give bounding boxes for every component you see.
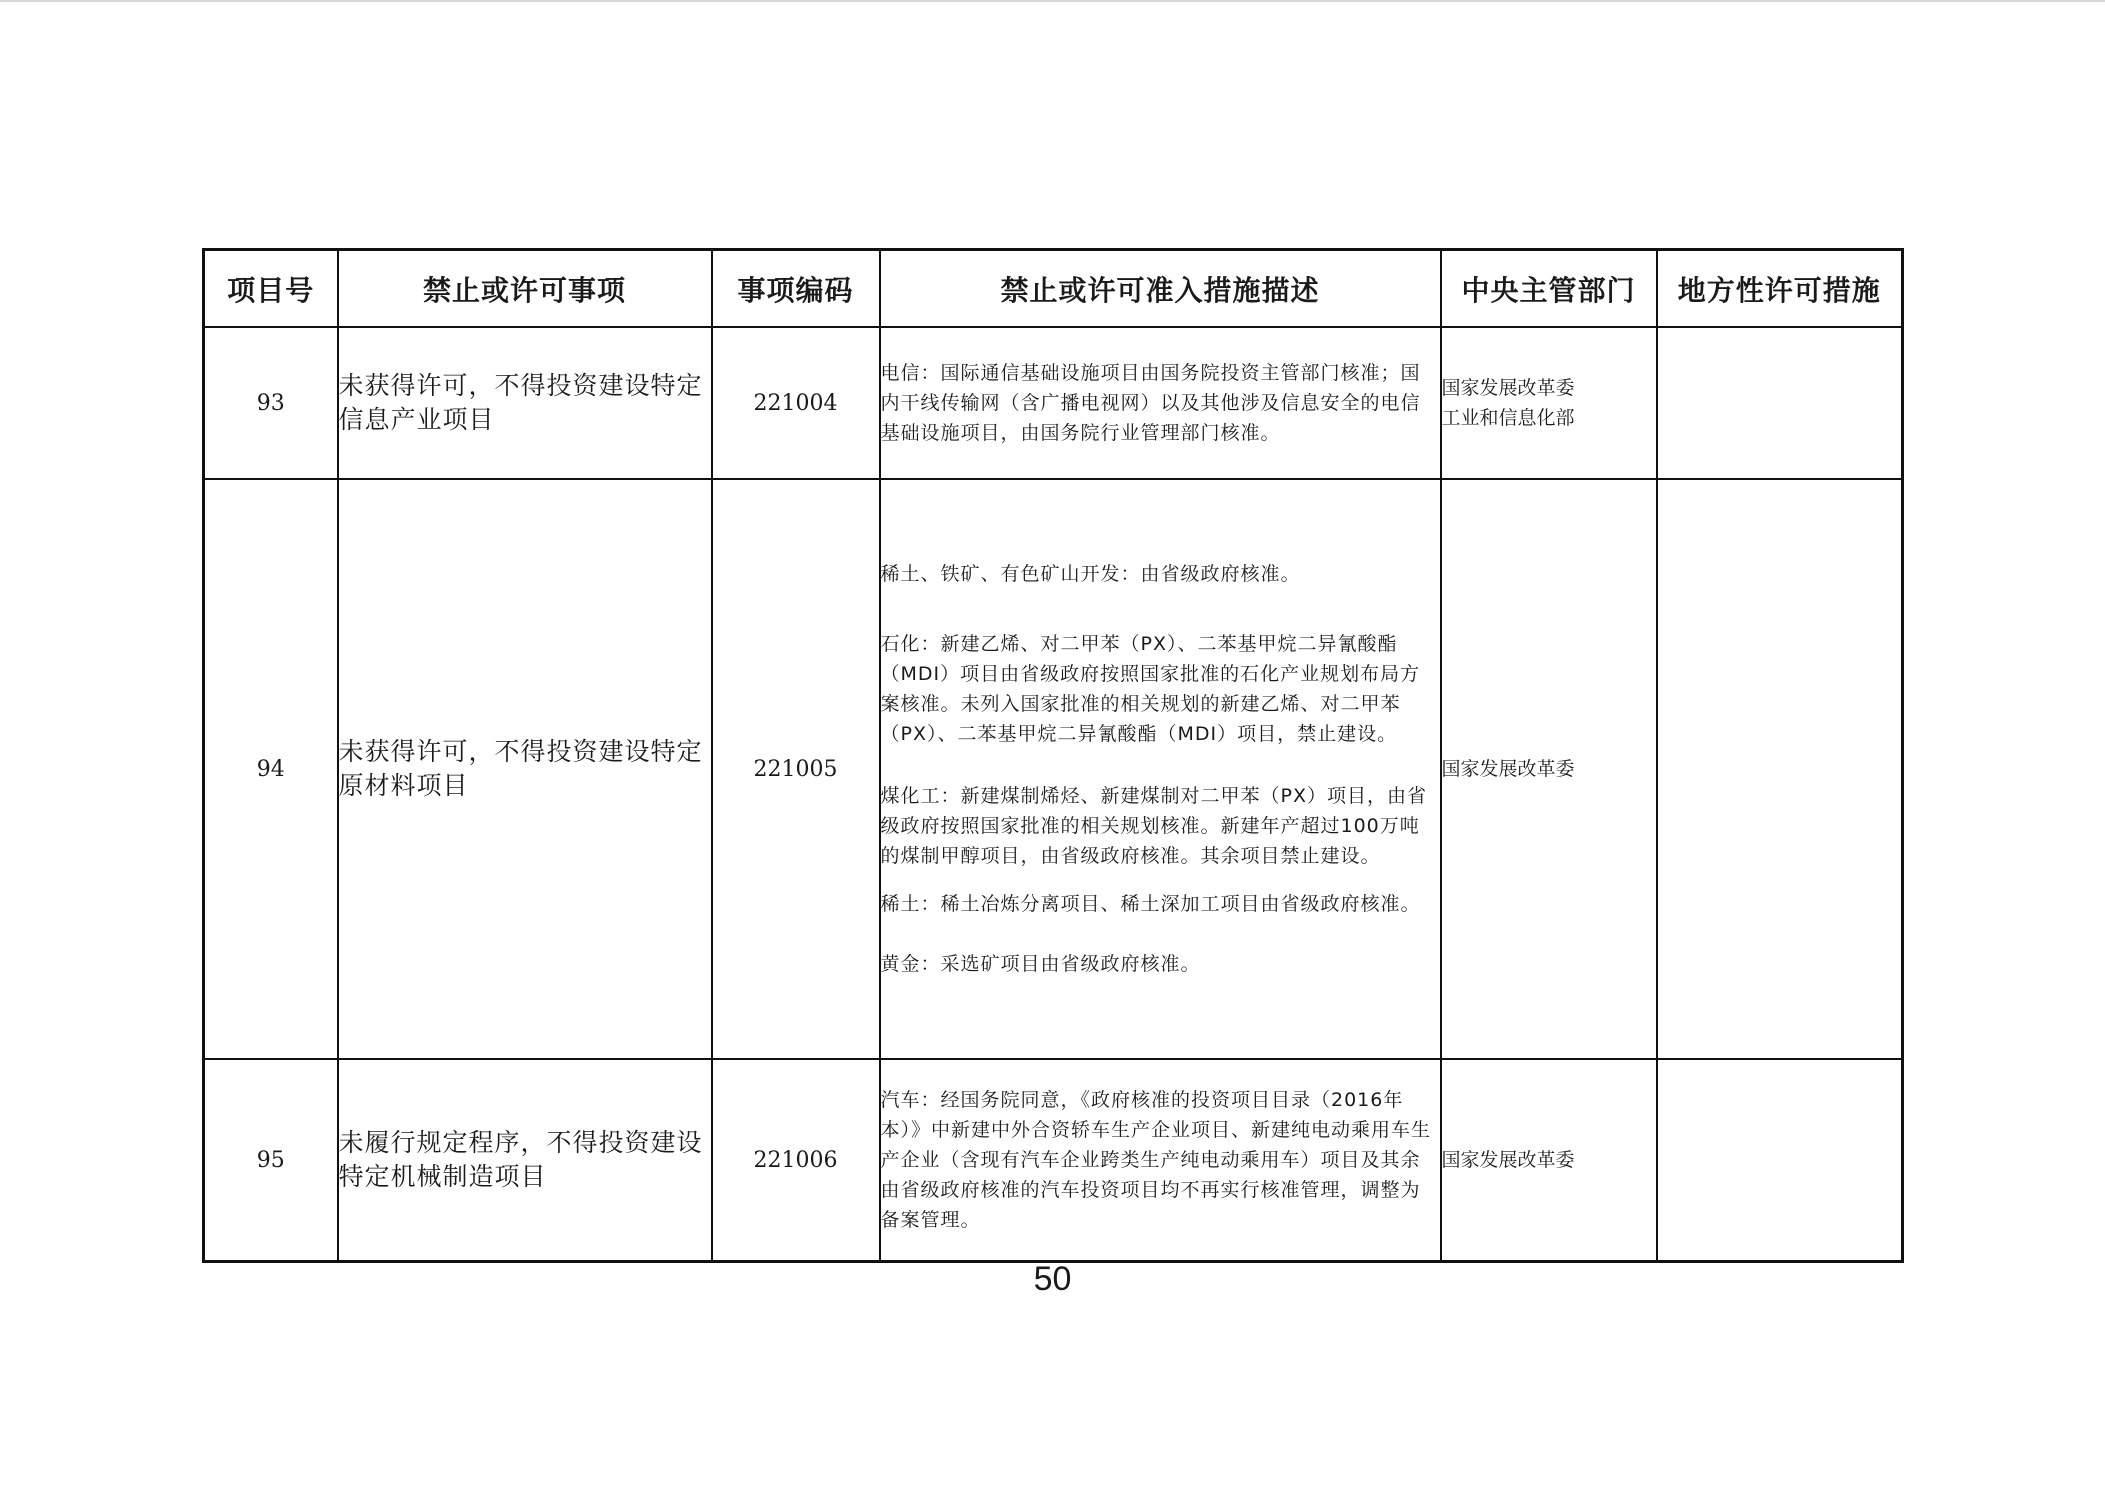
item-department [1441, 479, 1657, 1059]
header-matter: 禁止或许可事项 [338, 250, 712, 328]
table-header-row [204, 250, 1903, 328]
item-matter: 未获得许可，不得投资建设特定信息产业项目 [338, 327, 712, 479]
item-department [1441, 1059, 1657, 1262]
header-local-measures: 地方性许可措施 [1657, 250, 1903, 328]
description-paragraph: 电信：国际通信基础设施项目由国务院投资主管部门核准；国内干线传输网（含广播电视网）以及其他涉及信息安全的电信基础设施项目，由国务院行业管理部门核准。 [880, 362, 1421, 444]
item-number: 95 [204, 1059, 338, 1262]
item-matter: 未履行规定程序，不得投资建设特定机械制造项目 [338, 1059, 712, 1262]
table-row [204, 479, 1903, 1059]
header-item-number: 项目号 [204, 250, 338, 328]
description-paragraph: 汽车：经国务院同意，《政府核准的投资项目目录（2016年本）》中新建中外合资轿车生产企业项目、新建纯电动乘用车生产企业（含现有汽车企业跨类生产纯电动乘用车）项目及其余由省级政府核准的汽车投资项目均不再实行核准管理，调整为备案管理。 [880, 1089, 1432, 1231]
page-number: 50 [1033, 1260, 1072, 1298]
header-code: 事项编码 [712, 250, 880, 328]
description-paragraph: 黄金：采选矿项目由省级政府核准。 [880, 953, 1201, 975]
department-name: 工业和信息化部 [1441, 407, 1575, 429]
item-code: 221005 [712, 479, 880, 1059]
item-code: 221006 [712, 1059, 880, 1262]
permit-table [202, 248, 1904, 1263]
page-top-rule [0, 0, 2105, 2]
item-description [880, 327, 1441, 479]
description-paragraph: 石化：新建乙烯、对二甲苯（PX）、二苯基甲烷二异氰酸酯（MDI）项目由省级政府按照国家批准的石化产业规划布局方案核准。未列入国家批准的相关规划的新建乙烯、对二甲苯（PX）、二苯基甲烷二异氰酸酯（MDI）项目，禁止建设。 [880, 633, 1421, 745]
item-local-measure [1657, 327, 1903, 479]
item-matter: 未获得许可，不得投资建设特定原材料项目 [338, 479, 712, 1059]
department-name: 国家发展改革委 [1441, 758, 1575, 780]
description-paragraph: 煤化工：新建煤制烯烃、新建煤制对二甲苯（PX）项目，由省级政府按照国家批准的相关规划核准。新建年产超过100万吨的煤制甲醇项目，由省级政府核准。其余项目禁止建设。 [880, 785, 1427, 867]
item-number: 93 [204, 327, 338, 479]
table-row [204, 1059, 1903, 1262]
description-paragraph: 稀土、铁矿、有色矿山开发：由省级政府核准。 [880, 563, 1301, 585]
item-local-measure [1657, 1059, 1903, 1262]
department-name: 国家发展改革委 [1441, 377, 1575, 399]
item-description [880, 479, 1441, 1059]
item-department [1441, 327, 1657, 479]
item-number: 94 [204, 479, 338, 1059]
item-description [880, 1059, 1441, 1262]
table-row [204, 327, 1903, 479]
department-name: 国家发展改革委 [1441, 1149, 1575, 1171]
item-code: 221004 [712, 327, 880, 479]
description-paragraph: 稀土：稀土冶炼分离项目、稀土深加工项目由省级政府核准。 [880, 893, 1421, 915]
header-central-department: 中央主管部门 [1441, 250, 1657, 328]
item-local-measure [1657, 479, 1903, 1059]
header-description: 禁止或许可准入措施描述 [880, 250, 1441, 328]
